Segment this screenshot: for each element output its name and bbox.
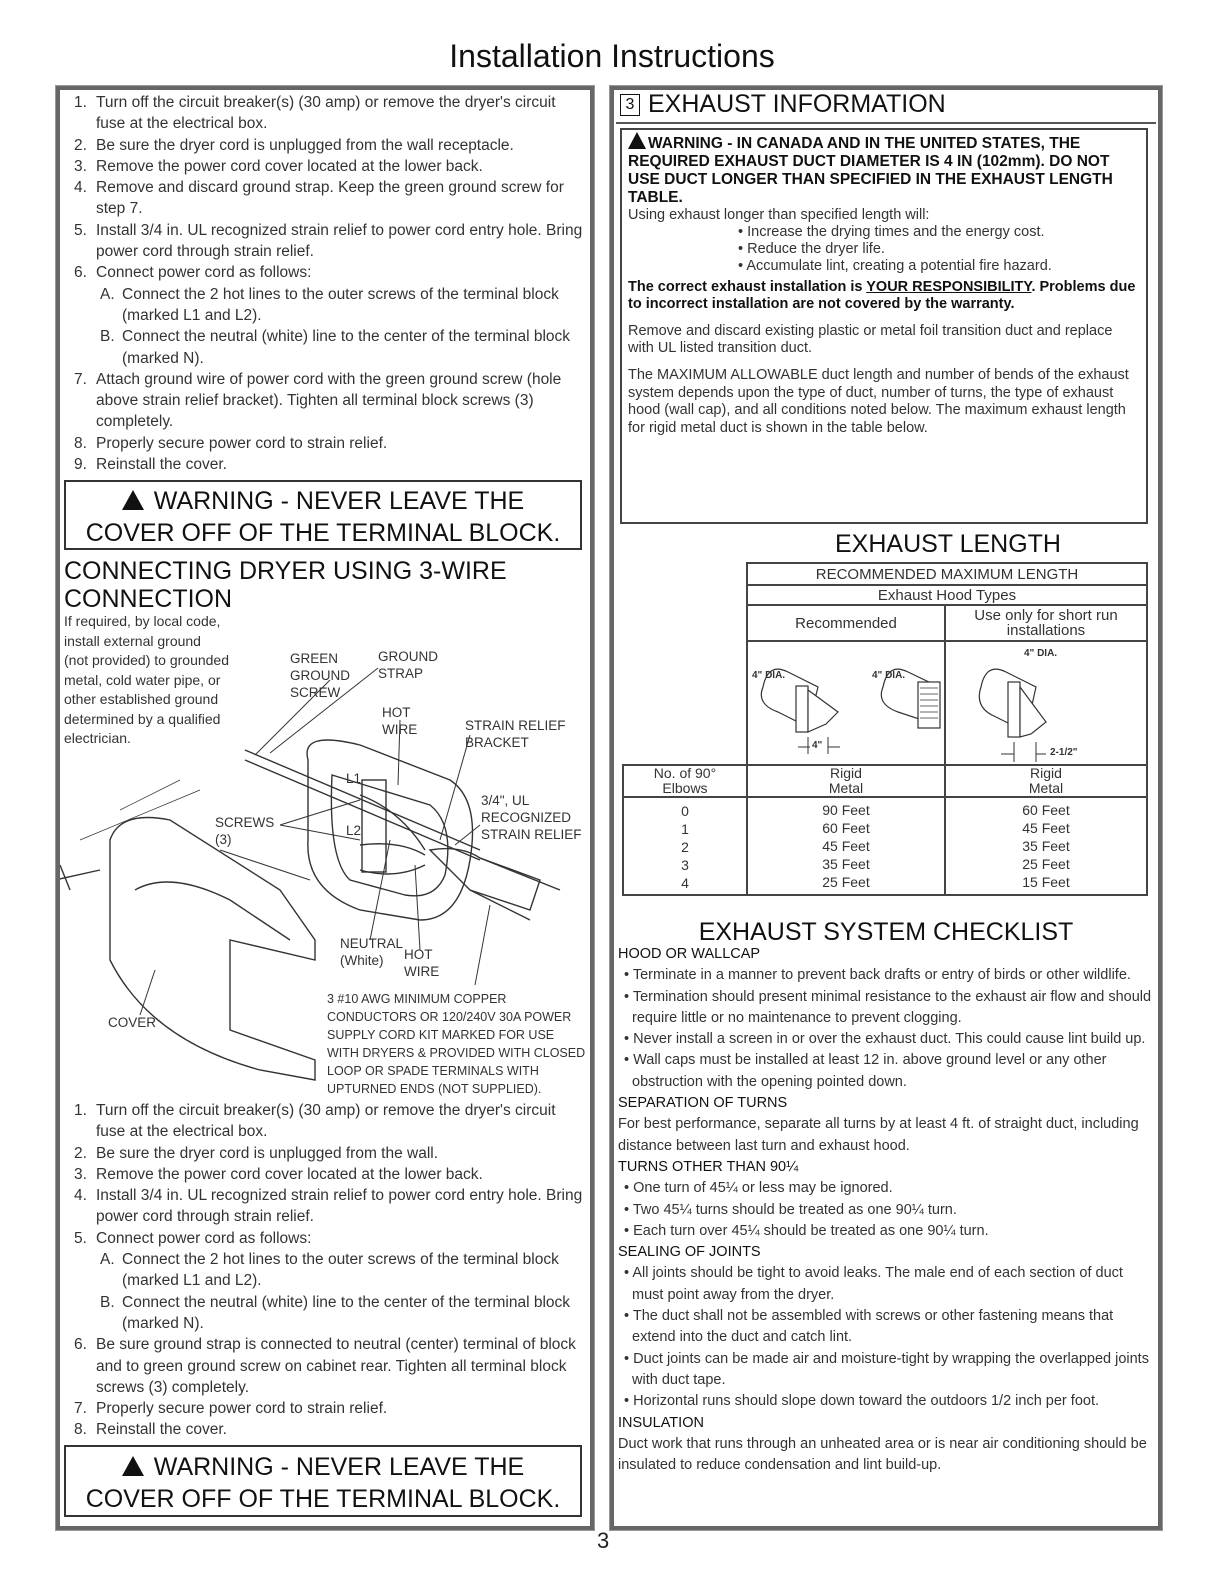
checklist-bullet: • The duct shall not be assembled with screws or other fastening means that extend into the duct and catch lint. xyxy=(624,1308,1114,1346)
section-title: EXHAUST INFORMATION xyxy=(648,90,946,118)
exhaust-info-header xyxy=(620,90,946,119)
checklist-heading: SEPARATION OF TURNS xyxy=(618,1095,788,1112)
text-line: LOOP OR SPADE TERMINALS WITH xyxy=(327,1064,539,1078)
checklist-bullet: • Terminate in a manner to prevent back drafts or entry of birds or other wildlife. xyxy=(624,967,1131,984)
exhaust-length-title: EXHAUST LENGTH xyxy=(835,530,1061,558)
label-green-ground-screw: GREEN GROUND SCREW xyxy=(290,651,350,700)
checklist-bullet: • All joints should be tight to avoid leaks. The male end of each section of duct must point away from the dryer. xyxy=(624,1265,1123,1303)
step-item: B. Connect the neutral (white) line to the center of the terminal block (marked N). xyxy=(100,328,571,367)
effect-item: • Reduce the dryer life. xyxy=(738,241,885,257)
table-cell: 25 Feet xyxy=(822,874,870,890)
short-length-column xyxy=(945,797,1147,895)
table-cell: 3 xyxy=(681,857,689,873)
step-item: 3. Remove the power cord cover located at the lower back. xyxy=(74,1165,483,1183)
text-line: If required, by local code, xyxy=(64,613,221,629)
exhaust-warning-text: WARNING - IN CANADA AND IN THE UNITED STATES, THE REQUIRED EXHAUST DUCT DIAMETER IS 4 IN (102mm). DO NOT USE DUCT LONGER THAN SPECIFIED IN THE EXHAUST LENGTH TABLE. xyxy=(628,135,1113,206)
exhaust-checklist xyxy=(618,944,1156,1476)
text-line: electrician. xyxy=(64,730,131,746)
table-cell: 35 Feet xyxy=(1022,838,1070,854)
text-line: other established ground xyxy=(64,691,219,707)
warning-line: WARNING - NEVER LEAVE THE xyxy=(153,487,525,515)
checklist-bullet: • Termination should present minimal resistance to the exhaust air flow and should require little or no maintenance to prevent clogging. xyxy=(624,988,1152,1026)
table-subheader: Exhaust Hood Types xyxy=(747,585,1147,605)
warning-icon xyxy=(628,132,646,149)
checklist-bullet: • Each turn over 45¼ should be treated as one 90¼ turn. xyxy=(624,1222,989,1239)
page-title: Installation Instructions xyxy=(449,38,775,74)
warning-icon xyxy=(122,490,144,510)
step-item: A. Connect the 2 hot lines to the outer screws of the terminal block (marked L1 and L2). xyxy=(100,285,559,324)
table-cell: 4 xyxy=(681,875,689,891)
step-item: 2. Be sure the dryer cord is unplugged from the wall. xyxy=(74,1144,439,1162)
warning-icon xyxy=(122,1456,144,1476)
label-strain-relief-bracket: STRAIN RELIEF BRACKET xyxy=(465,718,566,750)
text-line: metal, cold water pipe, or xyxy=(64,671,221,688)
checklist-bullet: • Wall caps must be installed at least 12 in. above ground level or any other obstruction with the opening pointed down. xyxy=(624,1052,1107,1090)
checklist-heading: INSULATION xyxy=(618,1414,704,1431)
checklist-heading: HOOD OR WALLCAP xyxy=(618,946,761,962)
warning-line: COVER OFF OF THE TERMINAL BLOCK. xyxy=(85,1485,561,1513)
label-hot-wire: HOT WIRE xyxy=(382,705,418,737)
text-line: UPTURNED ENDS (NOT SUPPLIED). xyxy=(327,1082,542,1096)
exhaust-length-table xyxy=(622,562,1148,896)
effect-item: • Accumulate lint, creating a potential fire hazard. xyxy=(738,258,1052,274)
rigid-metal-header: Rigid Metal xyxy=(945,765,1147,797)
table-cell: 35 Feet xyxy=(822,856,870,872)
step-item: 7. Properly secure power cord to strain relief. xyxy=(74,1400,388,1418)
elbows-header: No. of 90° Elbows xyxy=(623,765,747,797)
label-l2: L2 xyxy=(346,823,362,838)
table-header: RECOMMENDED MAXIMUM LENGTH xyxy=(747,563,1147,585)
label-l1: L1 xyxy=(346,771,362,786)
rigid-metal-header: Rigid Metal xyxy=(747,765,945,797)
text-line: 3 #10 AWG MINIMUM COPPER xyxy=(327,992,507,1006)
table-cell: 15 Feet xyxy=(1022,874,1070,890)
page-number: 3 xyxy=(597,1528,610,1553)
short-run-hood xyxy=(945,641,1147,765)
table-cell: 45 Feet xyxy=(822,838,870,854)
label-ground-strap: GROUND STRAP xyxy=(378,649,438,681)
warning-line: COVER OFF OF THE TERMINAL BLOCK. xyxy=(85,519,561,547)
step-item: 7. Attach ground wire of power cord with the green ground screw (hole above strain relief bracket). Tighten all terminal block screws (3) completely. xyxy=(74,370,562,431)
label-screws: SCREWS (3) xyxy=(215,815,275,847)
effects-list xyxy=(628,224,1140,275)
step-item: 2. Be sure the dryer cord is unplugged from the wall receptacle. xyxy=(74,136,514,154)
checklist-bullet: • Horizontal runs should slope down toward the outdoors 1/2 inch per foot. xyxy=(624,1393,1099,1410)
recommended-length-column xyxy=(747,797,945,895)
label-neutral: NEUTRAL (White) xyxy=(340,936,404,968)
step-item: 3. Remove the power cord cover located at the lower back. xyxy=(74,157,483,175)
table-cell: 90 Feet xyxy=(822,802,870,818)
install-steps-3wire xyxy=(62,1100,587,1441)
text-line: install external ground xyxy=(64,632,201,649)
label-cover: COVER xyxy=(108,1015,157,1030)
warning-box xyxy=(64,480,582,550)
dia-label: 4" DIA. xyxy=(1024,648,1058,659)
section-number: 3 xyxy=(620,94,640,116)
checklist-bullet: • Duct joints can be made air and moisture-tight by wrapping the overlapped joints with duct tape. xyxy=(624,1350,1149,1388)
dia-label: 4" DIA. xyxy=(872,670,906,681)
step-item: B. Connect the neutral (white) line to the center of the terminal block (marked N). xyxy=(100,1293,571,1332)
step-item: 1. Turn off the circuit breaker(s) (30 amp) or remove the dryer's circuit fuse at the electrical box. xyxy=(74,94,556,133)
responsibility-text: The correct exhaust installation is YOUR RESPONSIBILITY. Problems due to incorrect installation are not covered by the warranty. xyxy=(628,279,1136,312)
text-line: SUPPLY CORD KIT MARKED FOR USE xyxy=(327,1028,555,1042)
step-item: 8. Properly secure power cord to strain relief. xyxy=(74,434,388,452)
dim-label: 2-1/2" xyxy=(1050,747,1078,758)
elbows-column xyxy=(623,797,747,895)
exhaust-warning-box xyxy=(620,128,1148,524)
dia-label: 4" DIA. xyxy=(752,670,786,681)
remove-duct-text: Remove and discard existing plastic or metal foil transition duct and replace with UL listed transition duct. xyxy=(628,323,1113,356)
table-cell: 45 Feet xyxy=(1022,820,1070,836)
table-cell: 60 Feet xyxy=(822,820,870,836)
step-item: 8. Reinstall the cover. xyxy=(74,1421,227,1439)
checklist-title: EXHAUST SYSTEM CHECKLIST xyxy=(698,918,1074,946)
warning-line: WARNING - NEVER LEAVE THE xyxy=(153,1453,525,1481)
step-item: 4. Install 3/4 in. UL recognized strain relief to power cord entry hole. Bring power cord through strain relief. xyxy=(74,1187,583,1226)
step-item: 6. Be sure ground strap is connected to neutral (center) terminal of block and to green ground screw on cabinet rear. Tighten all terminal block screws (3) completely. xyxy=(74,1336,576,1396)
step-item: 4. Remove and discard ground strap. Keep the green ground screw for step 7. xyxy=(74,179,564,218)
checklist-bullet: • Never install a screen in or over the exhaust duct. This could cause lint build up. xyxy=(624,1031,1146,1048)
table-cell: 25 Feet xyxy=(1022,856,1070,872)
effect-item: • Increase the drying times and the energy cost. xyxy=(738,224,1045,240)
table-cell: 0 xyxy=(681,803,689,819)
checklist-bullet: • One turn of 45¼ or less may be ignored. xyxy=(624,1180,893,1197)
hood-icons xyxy=(748,642,944,764)
divider xyxy=(616,122,1156,124)
col-short-run: Use only for short run installations xyxy=(945,605,1147,641)
text-line: determined by a qualified xyxy=(64,710,221,727)
label-hot-wire-bottom: HOT WIRE xyxy=(404,947,440,979)
checklist-bullet: • Two 45¼ turns should be treated as one 90¼ turn. xyxy=(624,1201,957,1218)
step-item: 5. Install 3/4 in. UL recognized strain relief to power cord entry hole. Bring power cord through strain relief. xyxy=(74,221,583,261)
dim-label: 4" xyxy=(812,740,823,751)
checklist-text: For best performance, separate all turns by at least 4 ft. of straight duct, including distance between last turn and exhaust hood. xyxy=(618,1116,1139,1154)
step-item: 5. Connect power cord as follows: xyxy=(74,1229,312,1247)
install-steps-4wire xyxy=(62,92,587,475)
text-line: CONDUCTORS OR 120/240V 30A POWER xyxy=(327,1010,572,1024)
text-line: WITH DRYERS & PROVIDED WITH CLOSED xyxy=(327,1046,586,1060)
hood-icon xyxy=(946,642,1146,764)
recommended-hoods xyxy=(747,641,945,765)
table-cell: 1 xyxy=(681,821,689,837)
max-length-text: The MAXIMUM ALLOWABLE duct length and number of bends of the exhaust system depends upon the type of duct, number of turns, the type of exhaust hood (wall cap), and all conditions noted below. The maximum exhaust length for rigid metal duct is shown in the table below. xyxy=(628,367,1129,436)
checklist-heading: TURNS OTHER THAN 90¼ xyxy=(618,1158,799,1175)
warning-box-2 xyxy=(64,1445,582,1517)
label-strain-relief: 3/4", UL RECOGNIZED STRAIN RELIEF xyxy=(481,793,582,842)
section-title: CONNECTING DRYER USING 3-WIRE CONNECTION xyxy=(64,557,507,613)
step-item: 6. Connect power cord as follows: xyxy=(74,264,312,282)
table-cell: 2 xyxy=(681,839,689,855)
col-recommended: Recommended xyxy=(747,605,945,641)
label-conductors xyxy=(327,990,585,1098)
step-item: 9. Reinstall the cover. xyxy=(74,456,227,474)
using-longer-text: Using exhaust longer than specified length will: xyxy=(628,207,930,223)
text-line: (not provided) to grounded xyxy=(64,652,229,668)
step-item: A. Connect the 2 hot lines to the outer screws of the terminal block (marked L1 and L2). xyxy=(100,1251,559,1290)
checklist-text: Duct work that runs through an unheated area or is near air conditioning should be insulated to reduce condensation and lint build-up. xyxy=(618,1435,1147,1474)
table-cell: 60 Feet xyxy=(1022,802,1070,818)
step-item: 1. Turn off the circuit breaker(s) (30 amp) or remove the dryer's circuit fuse at the electrical box. xyxy=(74,1102,556,1141)
checklist-heading: SEALING OF JOINTS xyxy=(618,1244,761,1261)
